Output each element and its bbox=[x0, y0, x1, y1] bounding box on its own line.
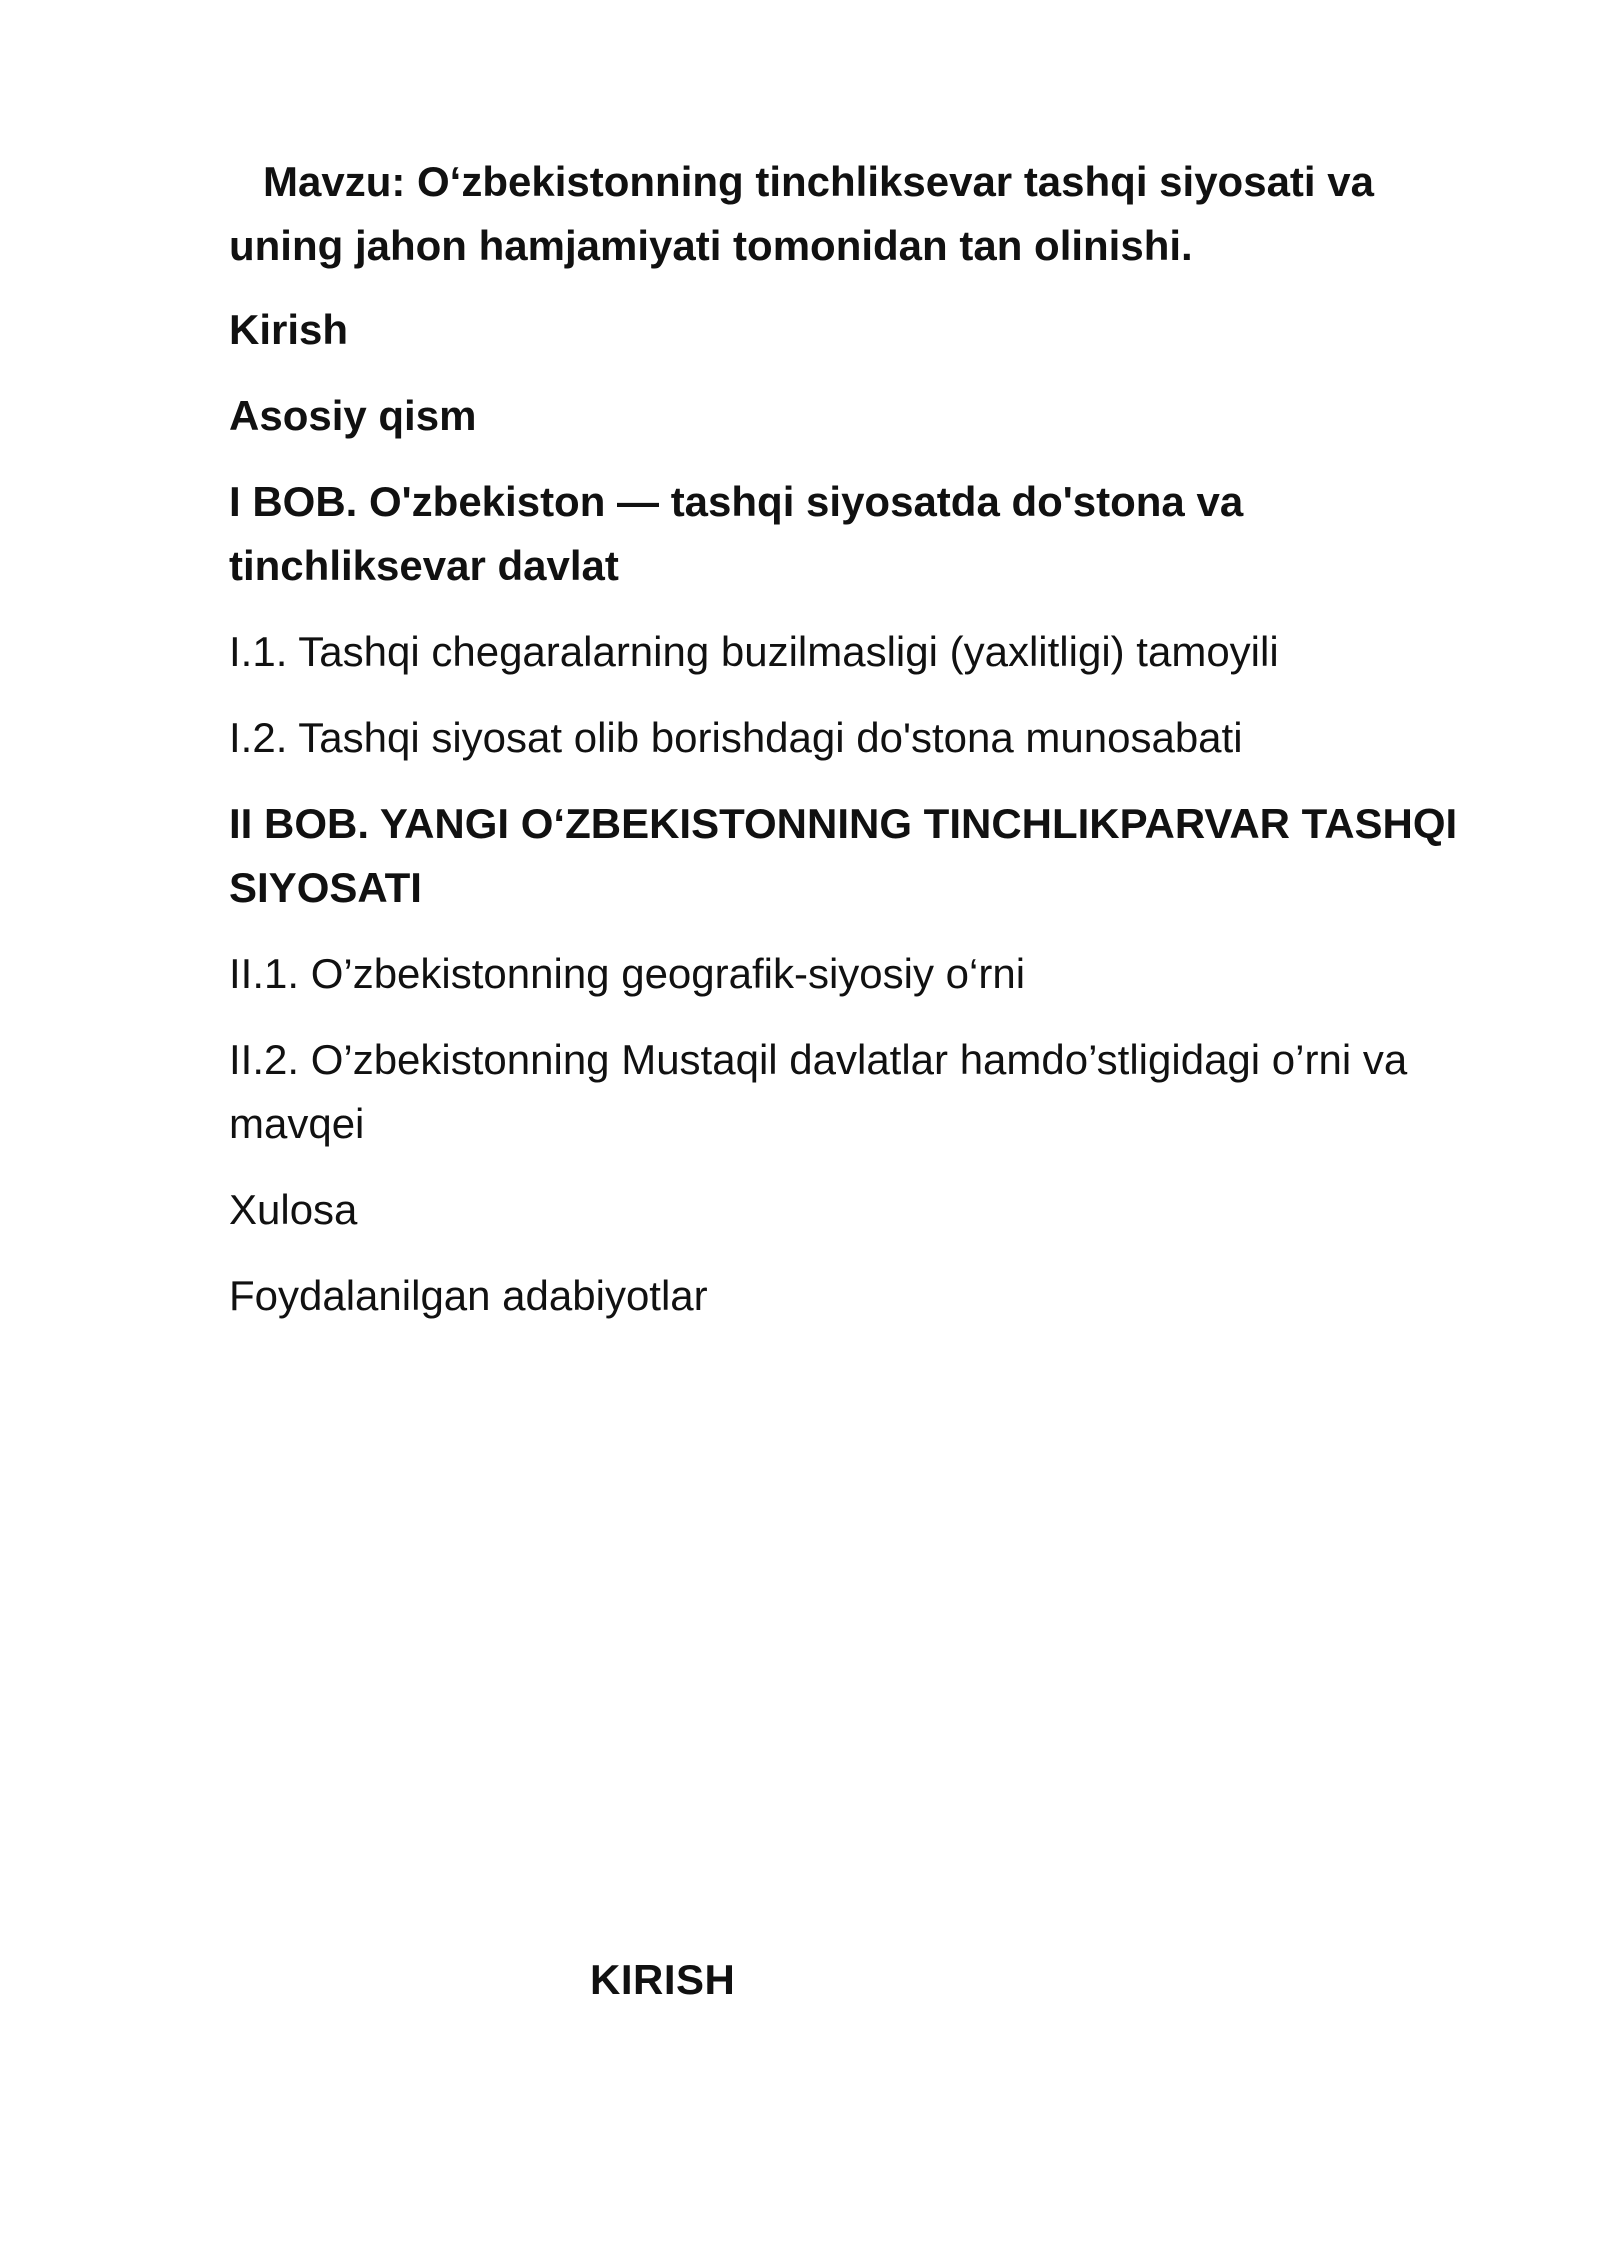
toc-item-chapter-2: II BOB. YANGI O‘ZBEKISTONNING TINCHLIKPARVAR TASHQI SIYOSATI bbox=[229, 800, 1458, 911]
toc-item-section-1-1: I.1. Tashqi chegaralarning buzilmasligi (yaxlitligi) tamoyili bbox=[229, 628, 1279, 675]
toc-item-section-1-2: I.2. Tashqi siyosat olib borishdagi do'stona munosabati bbox=[229, 714, 1243, 761]
toc-item-chapter-1: I BOB. O'zbekiston — tashqi siyosatda do'stona va tinchliksevar davlat bbox=[229, 478, 1244, 589]
toc-item-section-2-1: II.1. O’zbekistonning geografik-siyosiy o‘rni bbox=[229, 950, 1026, 997]
document-title: Mavzu: O‘zbekistonning tinchliksevar tashqi siyosati va uning jahon hamjamiyati tomonidan tan olinishi. bbox=[229, 158, 1374, 269]
toc-item-kirish: Kirish bbox=[229, 306, 349, 353]
toc-item-section-2-2: II.2. O’zbekistonning Mustaqil davlatlar hamdo’stligidagi o’rni va mavqei bbox=[229, 1036, 1408, 1147]
section-heading-kirish: KIRISH bbox=[590, 1956, 736, 2003]
toc-item-adabiyotlar: Foydalanilgan adabiyotlar bbox=[229, 1272, 708, 1319]
toc-item-asosiy-qism: Asosiy qism bbox=[229, 392, 477, 439]
table-of-contents bbox=[229, 150, 1459, 1350]
toc-item-xulosa: Xulosa bbox=[229, 1186, 358, 1233]
